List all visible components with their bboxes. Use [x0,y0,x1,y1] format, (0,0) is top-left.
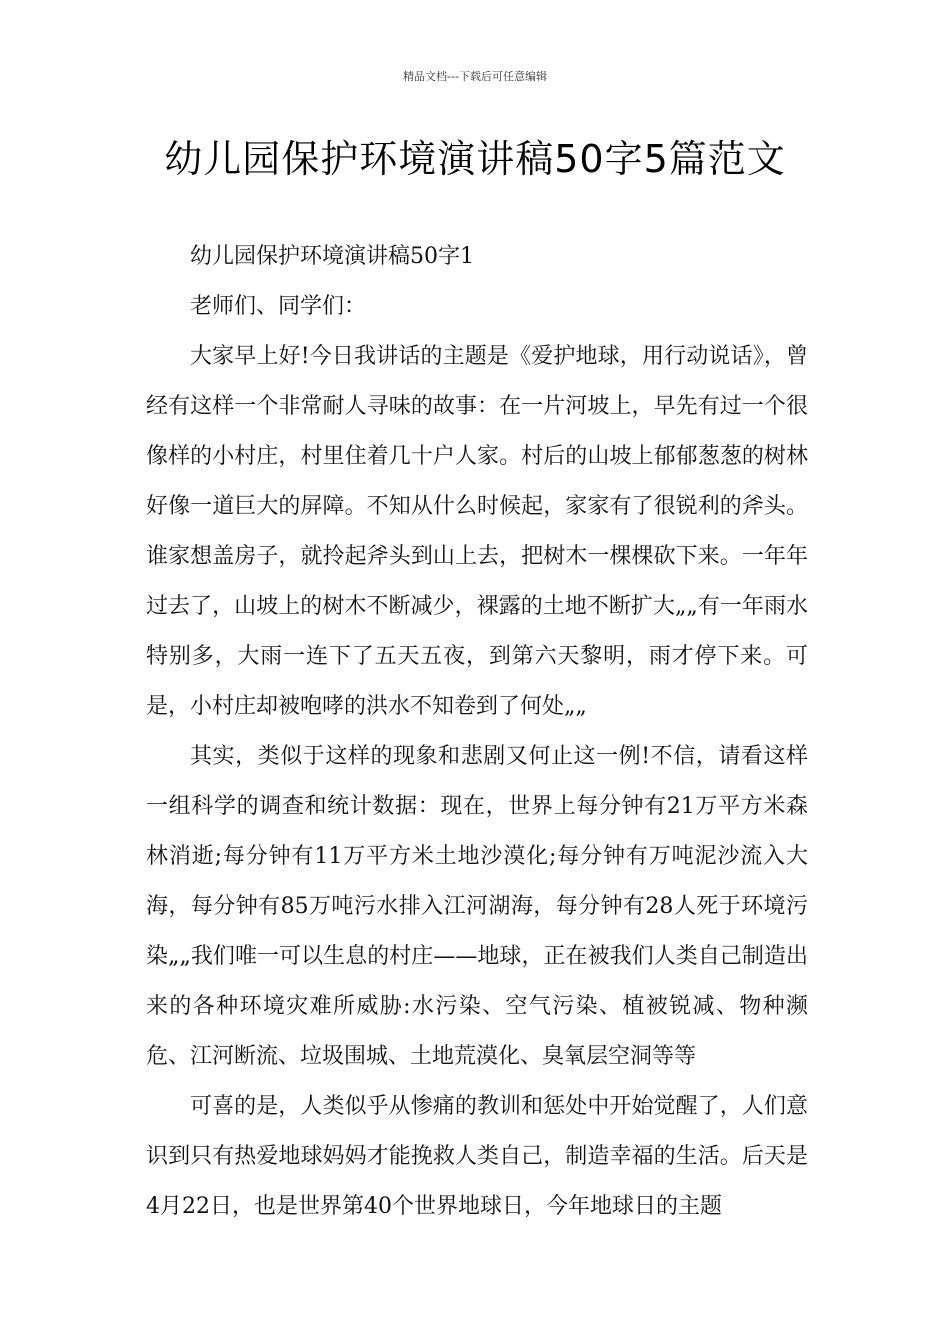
paragraph: 其实，类似于这样的现象和悲剧又何止这一例!不信，请看这样一组科学的调查和统计数据：现在，世界上每分钟有21万平方米森林消逝;每分钟有11万平方米土地沙漠化;每分钟有万吨泥沙流入大海，每分钟有85万吨污水排入江河湖海，每分钟有28人死于环境污染„„我们唯一可以生息的村庄——地球，正在被我们人类自己制造出来的各种环境灾难所威胁:水污染、空气污染、植被锐减、物种濒危、江河断流、垃圾围城、土地荒漠化、臭氧层空洞等等 [146,744,808,1069]
document-title: 幼儿园保护环境演讲稿50字5篇范文 [164,137,786,181]
paragraph-salutation: 老师们、同学们： [190,294,367,319]
header-note: 精品文档---下载后可任意编辑 [403,70,547,83]
paragraph: 大家早上好!今日我讲话的主题是《爱护地球，用行动说话》，曾经有这样一个非常耐人寻味的故事：在一片河坡上，早先有过一个很像样的小村庄，村里住着几十户人家。村后的山坡上郁郁葱葱的树林好像一道巨大的屏障。不知从什么时候起，家家有了很锐利的斧头。谁家想盖房子，就拎起斧头到山上去，把树木一棵棵砍下来。一年年过去了，山坡上的树木不断减少，裸露的土地不断扩大„„有一年雨水特别多，大雨一连下了五天五夜，到第六天黎明，雨才停下来。可是，小村庄却被咆哮的洪水不知卷到了何处„„ [146,344,808,719]
document-body [146,232,808,1232]
paragraph-heading: 幼儿园保护环境演讲稿50字1 [190,244,474,269]
paragraph: 可喜的是，人类似乎从惨痛的教训和惩处中开始觉醒了，人们意识到只有热爱地球妈妈才能挽救人类自己，制造幸福的生活。后天是4月22日，也是世界第40个世界地球日，今年地球日的主题 [146,1094,808,1219]
